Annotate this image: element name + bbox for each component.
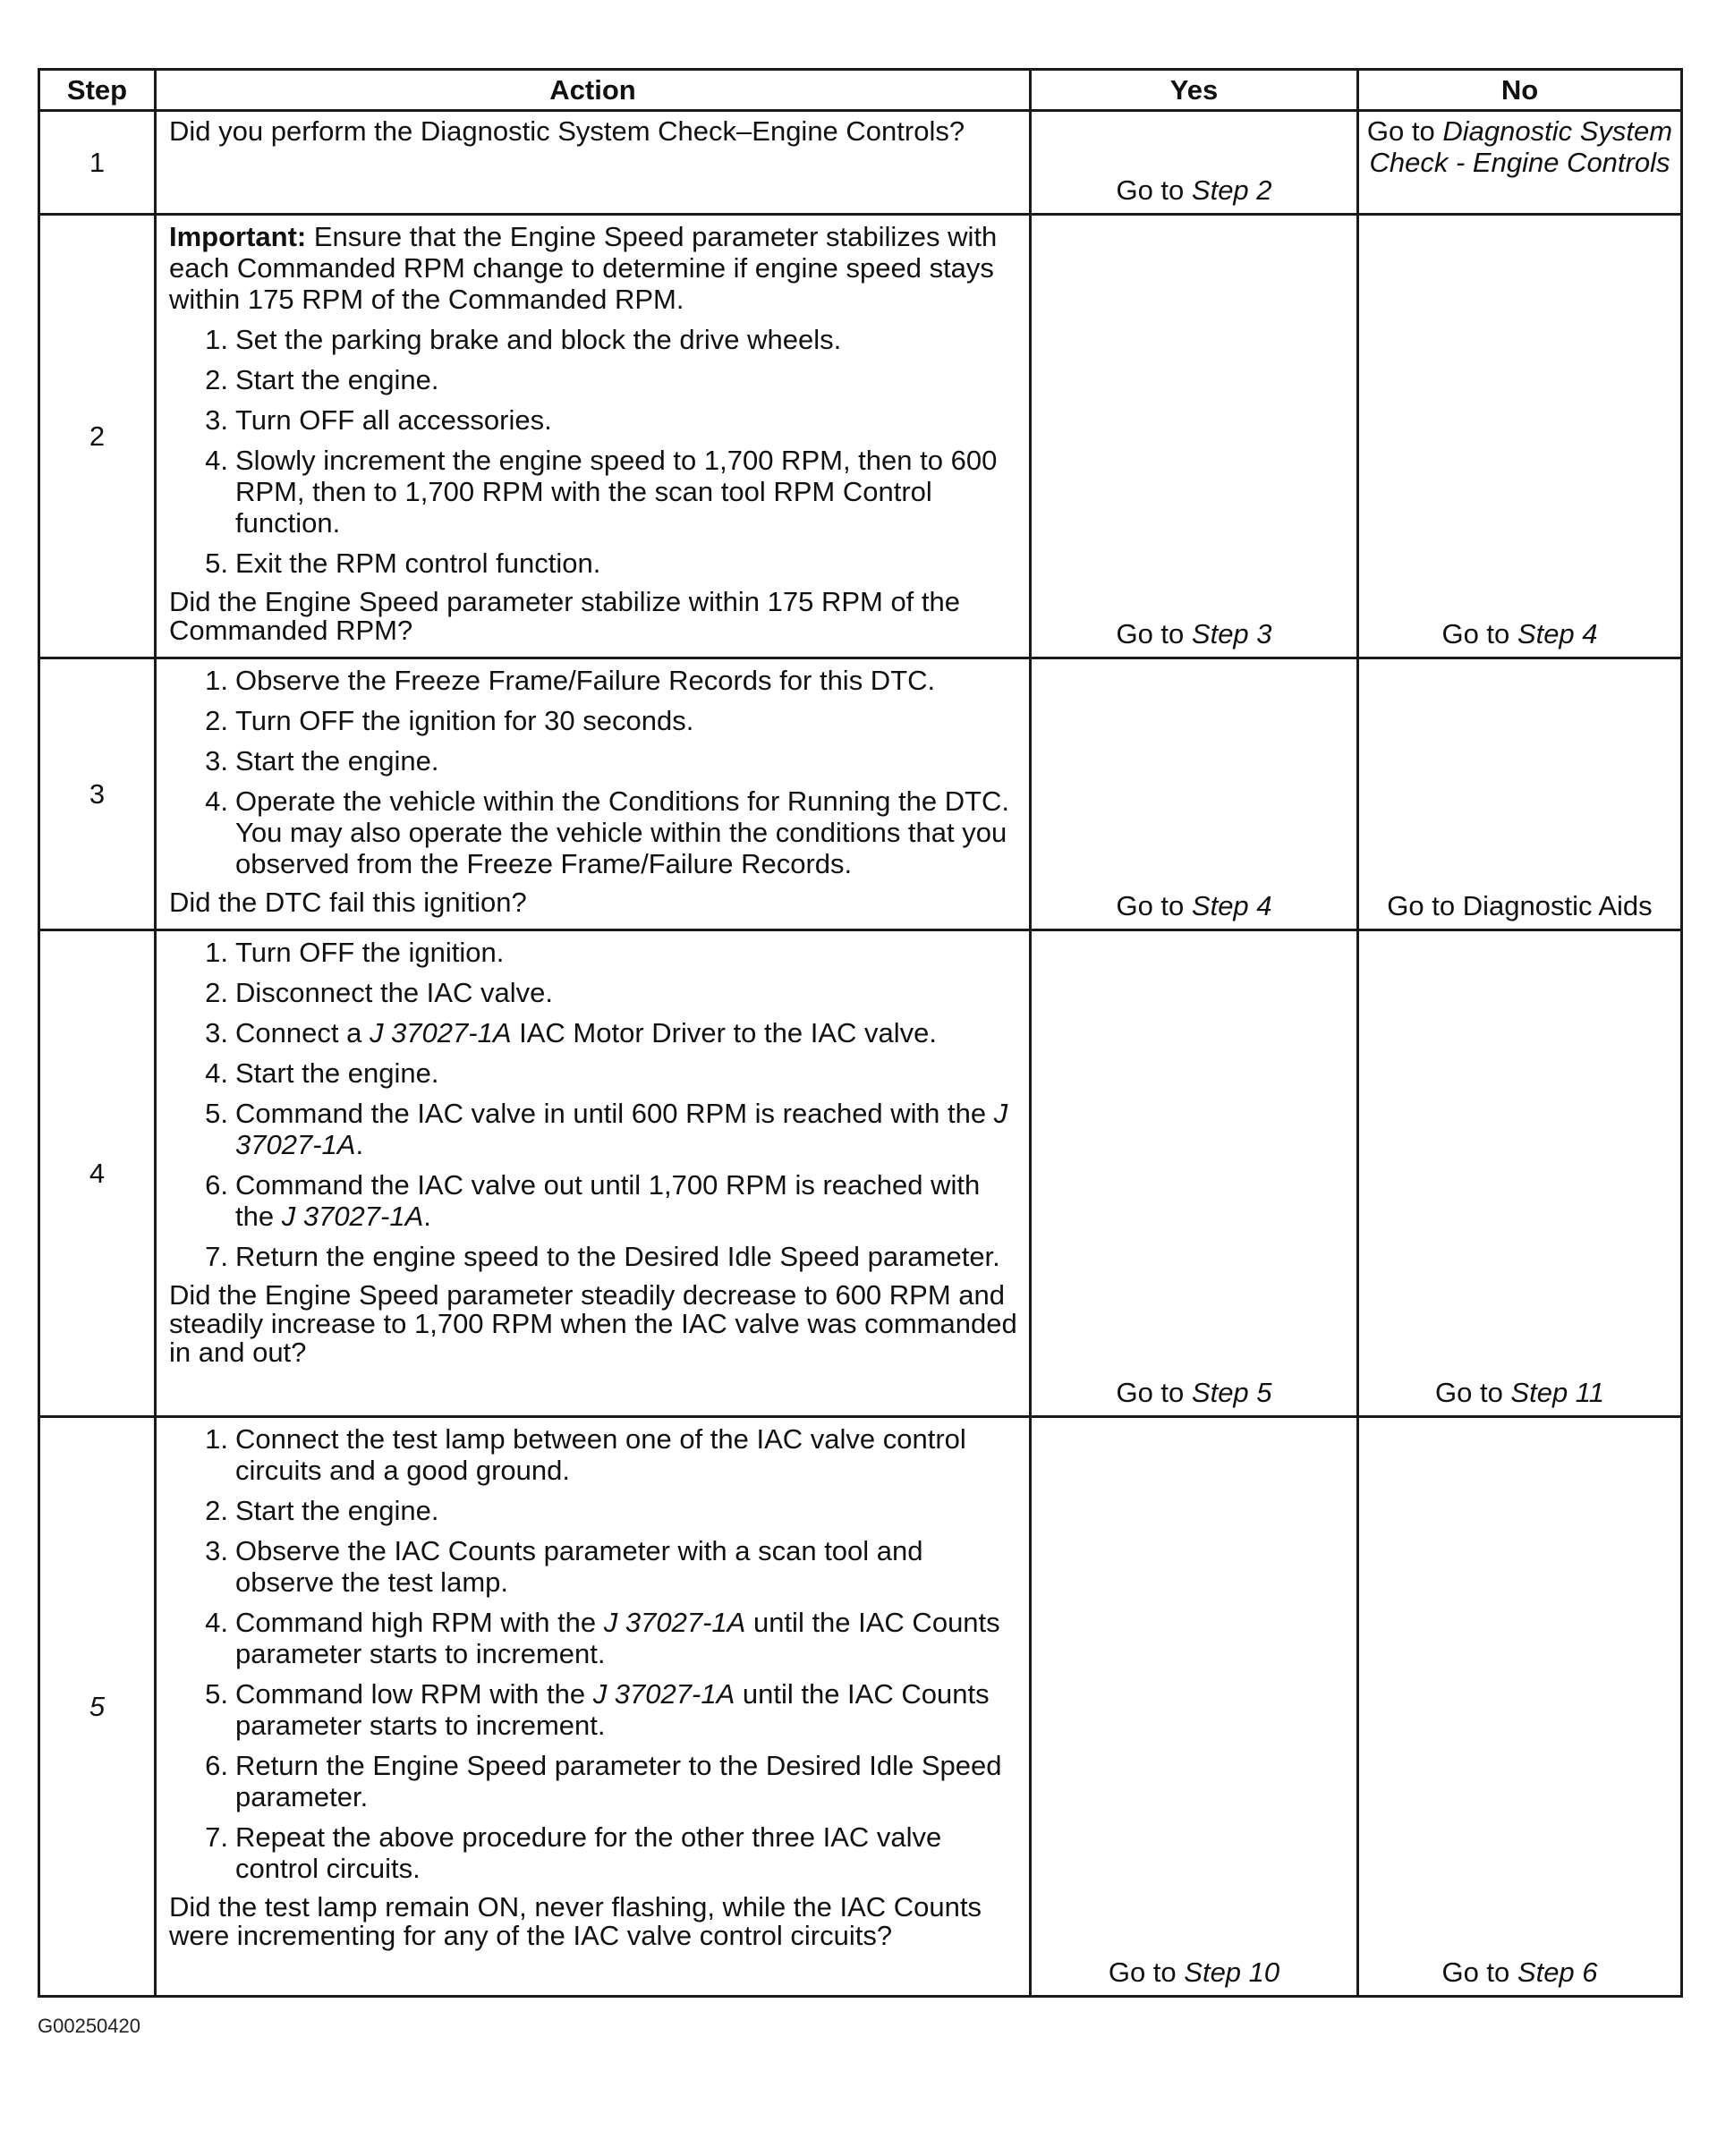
table-header-row bbox=[39, 70, 1682, 111]
no-cell: Go to Step 11 bbox=[1358, 930, 1682, 1417]
action-question: Did the Engine Speed parameter steadily decrease to 600 RPM and steadily increase to 1,700 RPM when the IAC valve was commanded in and out? bbox=[169, 1279, 1017, 1368]
list-item: 4. Operate the vehicle within the Conditions for Running the DTC. You may also operate the vehicle within the conditions that you observed from the Freeze Frame/Failure Records. bbox=[205, 785, 1010, 879]
action-question: Did you perform the Diagnostic System Check–Engine Controls? bbox=[169, 115, 965, 147]
action-cell bbox=[156, 1417, 1031, 1997]
yes-step-ref: Step 4 bbox=[1191, 890, 1272, 921]
action-cell bbox=[156, 215, 1031, 658]
list-item: 1. Observe the Freeze Frame/Failure Records for this DTC. bbox=[205, 665, 936, 696]
no-step-ref: Step 11 bbox=[1510, 1377, 1604, 1408]
no-step-ref: Step 4 bbox=[1517, 618, 1598, 649]
table-row bbox=[39, 658, 1682, 930]
document-page bbox=[38, 68, 1680, 1998]
table-row bbox=[39, 215, 1682, 658]
procedure-list bbox=[169, 665, 1018, 879]
step-number: 1 bbox=[39, 111, 156, 215]
list-item: 2. Start the engine. bbox=[205, 1495, 439, 1526]
yes-step-ref: Step 10 bbox=[1184, 1957, 1280, 1988]
procedure-list bbox=[169, 324, 1018, 579]
list-item: 3. Start the engine. bbox=[205, 745, 439, 777]
action-cell bbox=[156, 658, 1031, 930]
no-cell: Go to Step 4 bbox=[1358, 215, 1682, 658]
yes-step-ref: Step 5 bbox=[1191, 1377, 1272, 1408]
header-no: No bbox=[1358, 70, 1682, 111]
yes-cell: Go to Step 10 bbox=[1031, 1417, 1358, 1997]
list-item: 4. Slowly increment the engine speed to 1,700 RPM, then to 600 RPM, then to 1,700 RPM with the scan tool RPM Control function. bbox=[205, 445, 998, 539]
no-step-ref: Step 6 bbox=[1517, 1957, 1598, 1988]
list-item: 4. Start the engine. bbox=[205, 1057, 439, 1089]
yes-cell bbox=[1031, 111, 1358, 215]
yes-prefix: Go to bbox=[1116, 174, 1192, 206]
diagnostic-table bbox=[38, 68, 1683, 1998]
header-action: Action bbox=[156, 70, 1031, 111]
step-number: 3 bbox=[39, 658, 156, 930]
header-yes: Yes bbox=[1031, 70, 1358, 111]
yes-step-ref: Step 3 bbox=[1191, 618, 1272, 649]
yes-step-ref: Step 2 bbox=[1191, 174, 1272, 206]
list-item: 6. Command the IAC valve out until 1,700 RPM is reached with the J 37027-1A. bbox=[205, 1169, 981, 1232]
yes-cell: Go to Step 3 bbox=[1031, 215, 1358, 658]
list-item: 2. Turn OFF the ignition for 30 seconds. bbox=[205, 705, 694, 736]
important-text: Ensure that the Engine Speed parameter stabilizes with each Commanded RPM change to determine if engine speed stays within 175 RPM of the Commanded RPM. bbox=[169, 221, 998, 315]
list-item: 1. Turn OFF the ignition. bbox=[205, 937, 505, 968]
table-row bbox=[39, 930, 1682, 1417]
yes-cell: Go to Step 5 bbox=[1031, 930, 1358, 1417]
important-note bbox=[169, 221, 1018, 315]
no-cell bbox=[1358, 111, 1682, 215]
no-cell: Go to Diagnostic Aids bbox=[1358, 658, 1682, 930]
tool-reference: J 37027-1A bbox=[281, 1201, 424, 1232]
list-item: 1. Set the parking brake and block the drive wheels. bbox=[205, 324, 842, 355]
figure-id-caption: G00250420 bbox=[38, 2015, 140, 2037]
no-prefix: Go to bbox=[1366, 115, 1443, 147]
step-number: 2 bbox=[39, 215, 156, 658]
list-item: 4. Command high RPM with the J 37027-1A until the IAC Counts parameter starts to increment. bbox=[205, 1607, 1000, 1669]
list-item: 3. Turn OFF all accessories. bbox=[205, 404, 552, 436]
no-cell: Go to Step 6 bbox=[1358, 1417, 1682, 1997]
tool-reference: J 37027-1A bbox=[369, 1017, 512, 1048]
list-item: 5. Exit the RPM control function. bbox=[205, 547, 601, 579]
list-item: 7. Repeat the above procedure for the other three IAC valve control circuits. bbox=[205, 1821, 942, 1884]
important-label: Important: bbox=[169, 221, 307, 252]
tool-reference: J 37027-1A bbox=[603, 1607, 746, 1638]
list-item: 5. Command the IAC valve in until 600 RPM is reached with the J 37027-1A. bbox=[205, 1098, 1008, 1160]
list-item: 6. Return the Engine Speed parameter to the Desired Idle Speed parameter. bbox=[205, 1750, 1002, 1812]
step-number: 5 bbox=[39, 1417, 156, 1997]
procedure-list bbox=[169, 1423, 1018, 1884]
list-item: 3. Observe the IAC Counts parameter with a scan tool and observe the test lamp. bbox=[205, 1535, 923, 1598]
action-question: Did the DTC fail this ignition? bbox=[169, 887, 527, 918]
list-item: 5. Command low RPM with the J 37027-1A until the IAC Counts parameter starts to increment. bbox=[205, 1678, 990, 1741]
list-item: 3. Connect a J 37027-1A IAC Motor Driver to the IAC valve. bbox=[205, 1017, 937, 1048]
action-question: Did the Engine Speed parameter stabilize within 175 RPM of the Commanded RPM? bbox=[169, 586, 960, 646]
step-number: 4 bbox=[39, 930, 156, 1417]
action-cell bbox=[156, 111, 1031, 215]
table-row bbox=[39, 1417, 1682, 1997]
tool-reference: J 37027-1A bbox=[592, 1678, 735, 1710]
table-row bbox=[39, 111, 1682, 215]
header-step: Step bbox=[39, 70, 156, 111]
action-cell bbox=[156, 930, 1031, 1417]
no-step-ref: Diagnostic System Check - Engine Controls bbox=[1369, 115, 1673, 178]
tool-reference: J 37027-1A bbox=[235, 1098, 1008, 1160]
list-item: 2. Start the engine. bbox=[205, 364, 439, 395]
list-item: 7. Return the engine speed to the Desired Idle Speed parameter. bbox=[205, 1241, 1000, 1272]
list-item: 1. Connect the test lamp between one of the IAC valve control circuits and a good ground. bbox=[205, 1423, 966, 1486]
list-item: 2. Disconnect the IAC valve. bbox=[205, 977, 553, 1008]
procedure-list bbox=[169, 937, 1018, 1272]
yes-cell: Go to Step 4 bbox=[1031, 658, 1358, 930]
action-question: Did the test lamp remain ON, never flashing, while the IAC Counts were incrementing for any of the IAC valve control circuits? bbox=[169, 1891, 982, 1951]
